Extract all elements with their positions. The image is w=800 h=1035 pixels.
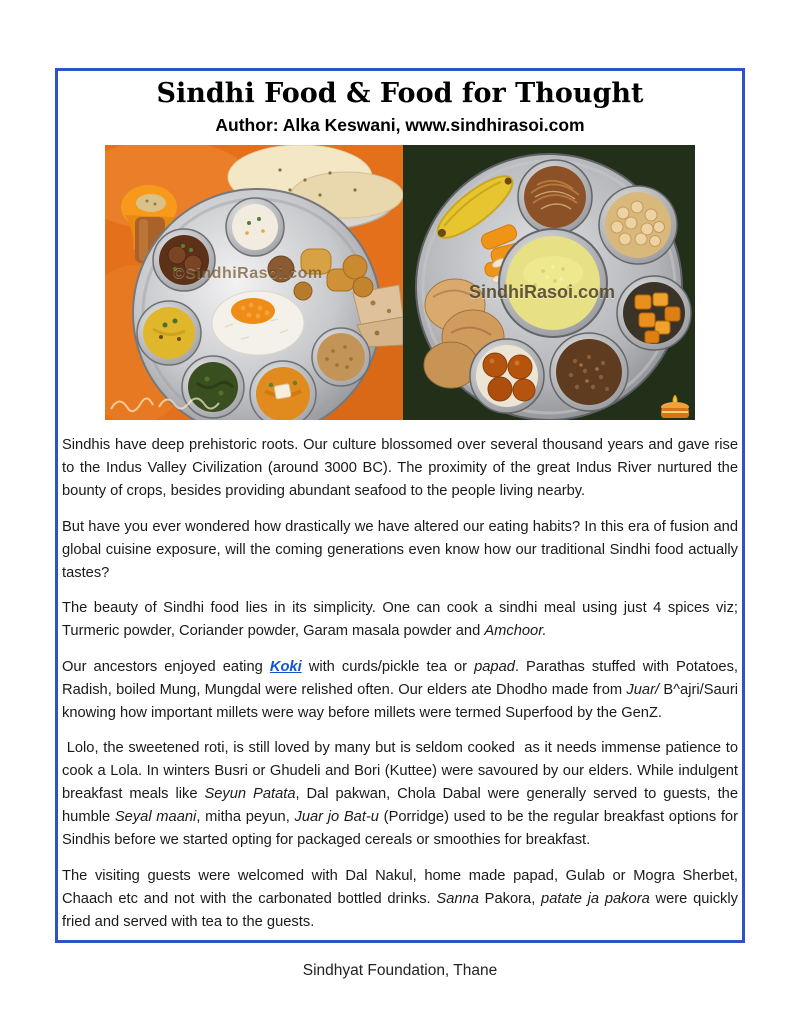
page-footer: Sindhyat Foundation, Thane [302, 962, 498, 979]
body-text: , mitha peyun, [196, 809, 295, 825]
choorma-bowl [550, 333, 628, 411]
article-body [62, 434, 738, 934]
body-text: The beauty of Sindhi food lies in its simplicity. One can cook a sindhi meal using just 4 spices viz; Turmeric powder, Coriander powder, Garam masala powder and [62, 600, 738, 639]
raita-bowl [226, 198, 284, 256]
left-thali-photo [105, 145, 403, 420]
body-text: Lolo, the sweetened roti, is still loved by many but is seldom cooked as it needs immense patience to cook a Lola. In winters Busri or Ghudeli and Bori (Kuttee) were savoured by our elders. While indulgent breakfast meals like [62, 740, 738, 802]
body-text: Sindhis have deep prehistoric roots. Our culture blossomed over several thousand years and gave rise to the Indus Valley Civilization (around 3000 BC). The proximity of the great Indus River nurtured the bounty of crops, besides providing abundant seafood to the people living nearby. [62, 437, 738, 499]
kadhi-bowl [137, 301, 201, 365]
body-text: But have you ever wondered how drastically we have altered our eating habits? In this era of fusion and global cuisine exposure, will the coming generations even know how our traditional Sindhi food actually tastes? [62, 518, 738, 581]
seyun-bowl [518, 160, 592, 234]
koki-link[interactable]: Koki [269, 658, 302, 675]
body-text: The visiting guests were welcomed with Dal Nakul, home made papad, Gulab or Mogra Sherbet, Chaach etc and not with the carbonated bottled drinks. [62, 867, 738, 907]
paragraph-roots [62, 434, 738, 503]
paragraph-eating-habits [62, 516, 738, 585]
rice-with-boondi [212, 291, 304, 355]
page-title: Sindhi Food & Food for Thought [156, 78, 644, 109]
page-subtitle: Author: Alka Keswani, www.sindhirasoi.com [215, 115, 585, 135]
paragraph-lolo [62, 737, 738, 852]
body-text: Our ancestors enjoyed eating [62, 658, 270, 675]
italic-text: Juar jo Bat-u [294, 809, 379, 825]
right-thali-photo [403, 145, 695, 420]
italic-text: Amchoor. [484, 623, 547, 639]
thali-images-row [58, 145, 742, 420]
paragraph-simplicity [62, 597, 738, 643]
paragraph-guests [62, 865, 738, 934]
italic-text: patate ja pakora [541, 890, 650, 907]
paragraph-ancestors [62, 656, 738, 725]
italic-text: Juar/ [626, 681, 660, 698]
italic-text: papad [474, 658, 515, 675]
curry-bowl [250, 361, 316, 420]
body-text: , Dal pakwan, Chola Dabal were generally served to guests, the humble [62, 786, 738, 825]
body-text: with curds/pickle tea or [301, 658, 475, 675]
crumble-bowl [312, 328, 370, 386]
gulab-jamun-bowl [470, 339, 544, 413]
body-text: Pakora, [478, 890, 542, 907]
document-border-frame [55, 68, 745, 943]
body-text: B^ajri/Sauri knowing how important millets were way before millets were termed Superfood by the GenZ. [62, 681, 738, 721]
body-text: (Porridge) used to be the regular breakfast options for Sindhis before we started opting for packaged cereals or smoothies for breakfast. [62, 809, 738, 848]
right-photo-watermark: SindhiRasoi.com [468, 282, 616, 302]
left-photo-watermark: ©SindhiRasoi.com [173, 265, 323, 282]
body-text: . Parathas stuffed with Potatoes, Radish, boiled Mung, Mungdal were relished often. Our elders ate Dhodho made from [62, 658, 738, 698]
italic-text: Sanna [436, 890, 479, 907]
italic-text: Seyal maani [114, 809, 197, 825]
italic-text: Seyun Patata [204, 786, 296, 802]
body-text: were quickly fried and served with tea to the guests. [62, 890, 739, 930]
chickpeas-bowl [599, 186, 677, 264]
